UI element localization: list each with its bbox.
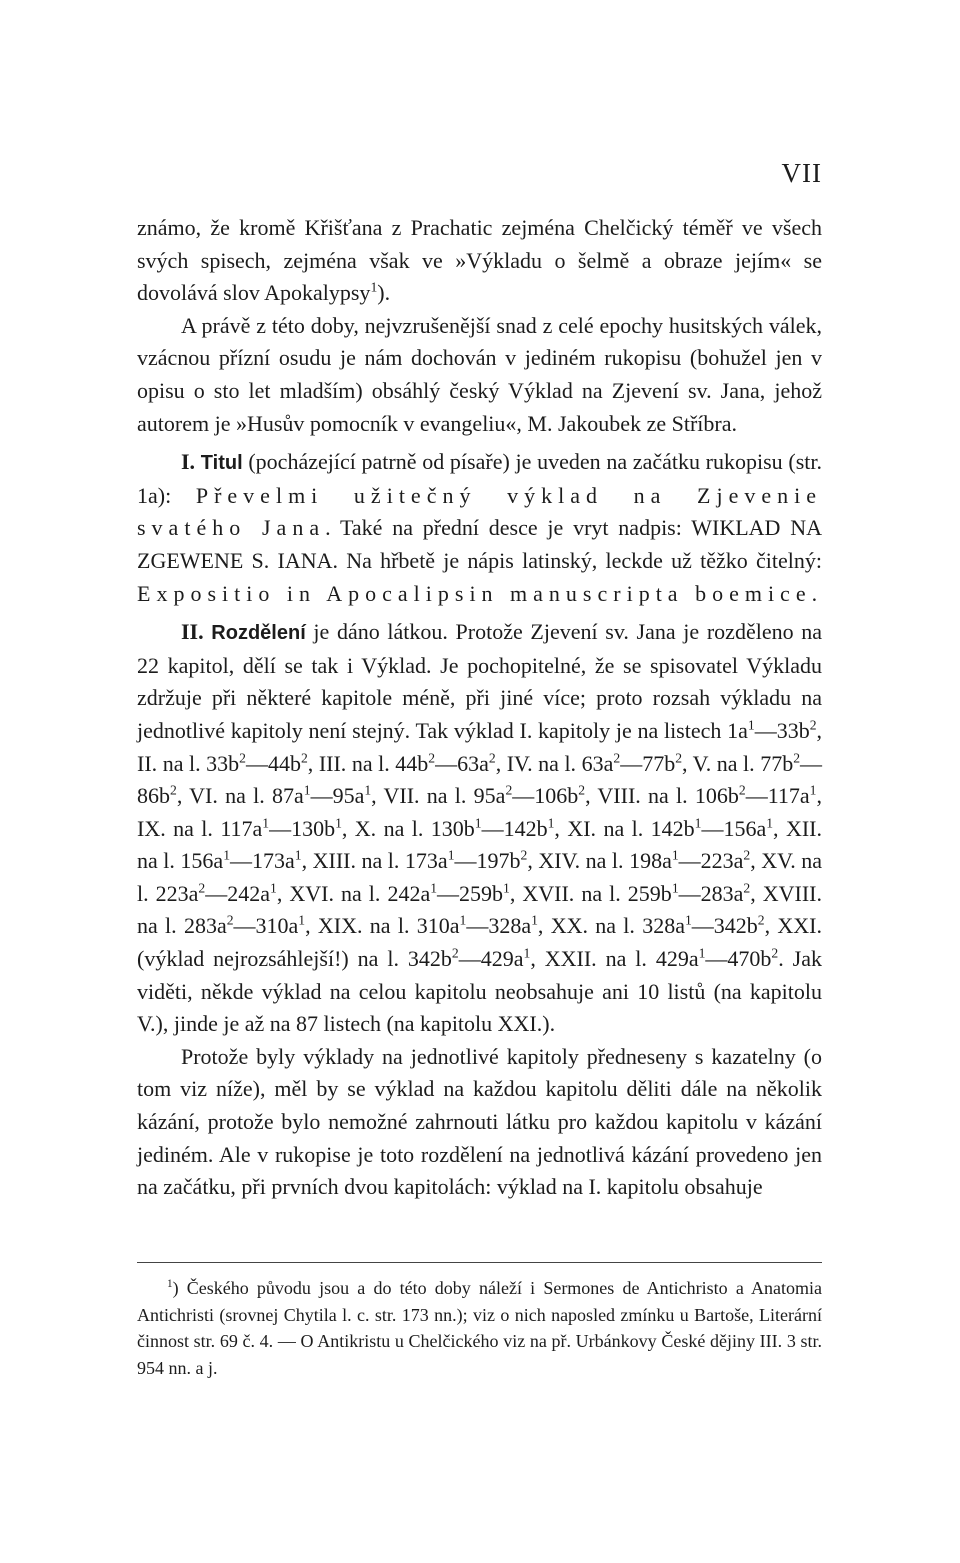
section-title: I. Titul (pocházející patrně od písaře) je uveden na začátku rukopisu (str. 1a): Převelmi užitečný výklad na Zjevenie svatého Jana. Také na přední desce je vryt nadpis: WIKLAD NA ZGEWENE S. IANA. Na hřbetě je nápis latinský, leckde už těžko čitelný: Expositio in Apocalipsin manuscripta boemice.	[137, 449, 823, 606]
spaced-title: Převelmi užitečný výklad na Zjevenie svatého Jana	[137, 482, 823, 541]
footnote-divider	[137, 1262, 822, 1263]
paragraph-sermons: Protože byly výklady na jednotlivé kapitoly předneseny s kazatelny (o tom viz níže), měl by se výklad na každou kapitolu děliti dále na několik kázání, protože bylo nemožné zahrnouti látku pro každou kapitolu v kázání jediném. Ale v rukopise je toto rozdělení na jednotlivá kázání provedeno jen na začátku, při prvních dvou kapitolách: výklad na I. kapitolu obsahuje	[137, 1043, 822, 1200]
main-text	[137, 212, 822, 1204]
footnote-ref: 1	[370, 279, 378, 295]
section-heading: Rozdělení	[211, 622, 306, 645]
footnote	[137, 1275, 822, 1381]
paragraph-continuation: známo, že kromě Křišťana z Prachatic zejména Chelčický téměř ve všech svých spisech, zejména však ve »Výkladu o šelmě a obraze jejím« se dovolává slov Apokalypsy$^1$).	[137, 215, 822, 306]
paragraph-intro: A právě z této doby, nejvzrušenější snad z celé epochy husitských válek, vzácnou přízní osudu je nám dochován v jediném rukopisu (bohužel jen v opisu o sto let mladším) obsáhlý český Výklad na Zjevení sv. Jana, jehož autorem je »Husův pomocník v evangeliu«, M. Jakoubek ze Stříbra.	[137, 312, 822, 436]
section-number: I.	[181, 449, 196, 475]
section-division: II. Rozdělení je dáno látkou. Protože Zjevení sv. Jana je rozděleno na 22 kapitol, dělí se tak i Výklad. Je pochopitelné, že se spisovatel Výkladu zdržuje při některé kapitole méně, při jiné více; proto rozsah výkladu na jednotlivé kapitoly není stejný. Tak výklad I. kapitoly je na listech $1a^1—33b^2$, II. na l. $33b^2—44b^2$, III. na l. $44b^2—63a^2$, IV. na l. $63a^2—77b^2$, V. na l. $77b^2—86b^2$, VI. na l. $87a^1—95a^1$, VII. na l. $95a^2—106b^2$, VIII. na l. $106b^2—117a^1$, IX. na l. $117a^1—130b^1$, X. na l. $130b^1—142b^1$, XI. na l. $142b^1—156a^1$, XII. na l. $156a^1—173a^1$, XIII. na l. $173a^1—197b^2$, XIV. na l. $198a^1—223a^2$, XV. na l. $223a^2—242a^1$, XVI. na l. $242a^1—259b^1$, XVII. na l. $259b^1—283a^2$, XVIII. na l. $283a^2—310a^1$, XIX. na l. $310a^1—328a^1$, XX. na l. $328a^1—342b^2$, XXI. (výklad nejrozsáhlejší!) na l. $342b^2—429a^1$, XXII. na l. $429a^1—470b^2$. Jak viděti, někde výklad na celou kapitolu neobsahuje ani 10 listů (na kapitolu V.), jinde je až na 87 listech (na kapitolu XXI.).	[137, 619, 823, 1037]
spaced-latin-title: Expositio in Apocalipsin manuscripta boemice	[137, 580, 812, 606]
footnote-marker: 1	[167, 1278, 173, 1290]
footnotes	[137, 1275, 822, 1381]
footnote-text: ) Českého původu jsou a do této doby náleží i Sermones de Antichristo a Anatomia Antichristi (srovnej Chytila l. c. str. 173 nn.); viz o nich naposled zmínku u Bartoše, Literární činnost str. 69 č. 4. — O Antikristu u Chelčického viz na př. Urbánkovy České dějiny III. 3 str. 954 nn. a j.	[137, 1278, 822, 1378]
section-heading: Titul	[200, 452, 243, 475]
section-number: II.	[181, 619, 204, 645]
page-number: VII	[781, 158, 822, 188]
